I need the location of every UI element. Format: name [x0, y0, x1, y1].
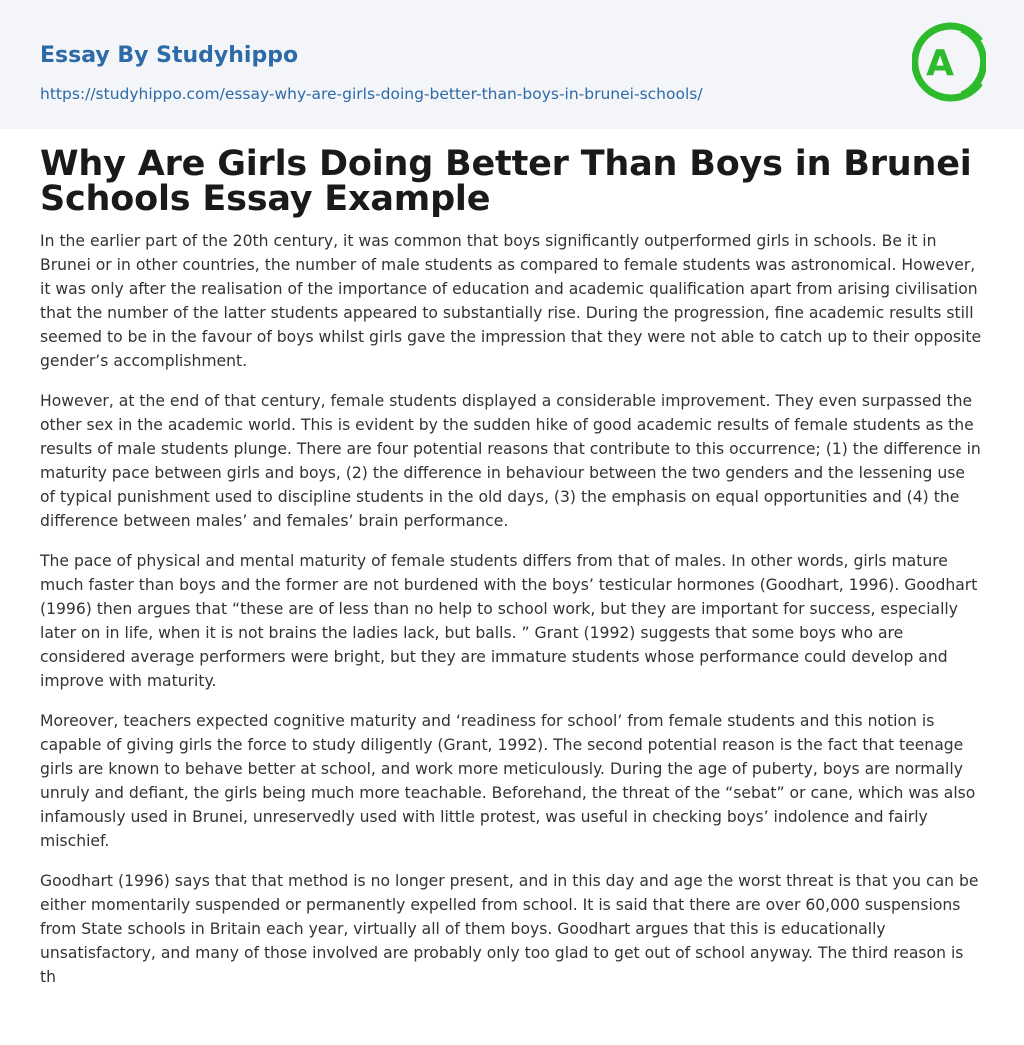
studyhippo-logo-icon[interactable] [912, 19, 986, 105]
paragraph-4: Moreover, teachers expected cognitive maturity and ‘readiness for school’ from female students and this notion is capable of giving girls the force to study diligently (Grant, 1992). The second potential reason is the fact that teenage girls are known to behave better at school, and work more meticulously. During the age of puberty, boys are normally unruly and defiant, the girls being much more teachable. Beforehand, the threat of the “sebat” or cane, which was also infamously used in Brunei, unreservedly used with little protest, was useful in checking boys’ indolence and fairly mischief. [40, 712, 976, 850]
essay-url-link[interactable]: https://studyhippo.com/essay-why-are-girls-doing-better-than-boys-in-brunei-schools/ [40, 85, 703, 103]
paragraph-3: The pace of physical and mental maturity of female students differs from that of males. In other words, girls mature much faster than boys and the former are not burdened with the boys’ testicular hormones (Goodhart, 1996). Goodhart (1996) then argues that “these are of less than no help to school work, but they are important for success, especially later on in life, when it is not brains the ladies lack, but balls. ” Grant (1992) suggests that some boys who are considered average performers were bright, but they are immature students whose performance could develop and improve with maturity. [40, 552, 978, 690]
site-header [0, 0, 1024, 129]
paragraph-1: In the earlier part of the 20th century, it was common that boys significantly outperformed girls in schools. Be it in Brunei or in other countries, the number of male students as compared to female students was astronomical. However, it was only after the realisation of the importance of education and academic qualification apart from arising civilisation that the number of the latter students appeared to substantially rise. During the progression, fine academic results still seemed to be in the favour of boys whilst girls gave the impression that they were not able to catch up to their opposite gender’s accomplishment. [40, 232, 982, 370]
paragraph-5: Goodhart (1996) says that that method is no longer present, and in this day and age the worst threat is that you can be either momentarily suspended or permanently expelled from school. It is said that there are over 60,000 suspensions from State schools in Britain each year, virtually all of them boys. Goodhart argues that this is educationally unsatisfactory, and many of those involved are probably only too glad to get out of school anyway. The third reason is th [40, 872, 979, 986]
article-body [40, 229, 984, 989]
article [40, 144, 984, 1005]
paragraph-2: However, at the end of that century, female students displayed a considerable improvement. They even surpassed the other sex in the academic world. This is evident by the sudden hike of good academic results of female students as the results of male students plunge. There are four potential reasons that contribute to this occurrence; (1) the difference in maturity pace between girls and boys, (2) the difference in behaviour between the two genders and the lessening use of typical punishment used to discipline students in the old days, (3) the emphasis on equal opportunities and (4) the difference between males’ and females’ brain performance. [40, 392, 981, 530]
site-brand[interactable]: Essay By Studyhippo [40, 43, 299, 68]
article-title: Why Are Girls Doing Better Than Boys in Brunei Schools Essay Example [40, 144, 972, 219]
logo-letter: A [926, 43, 954, 84]
